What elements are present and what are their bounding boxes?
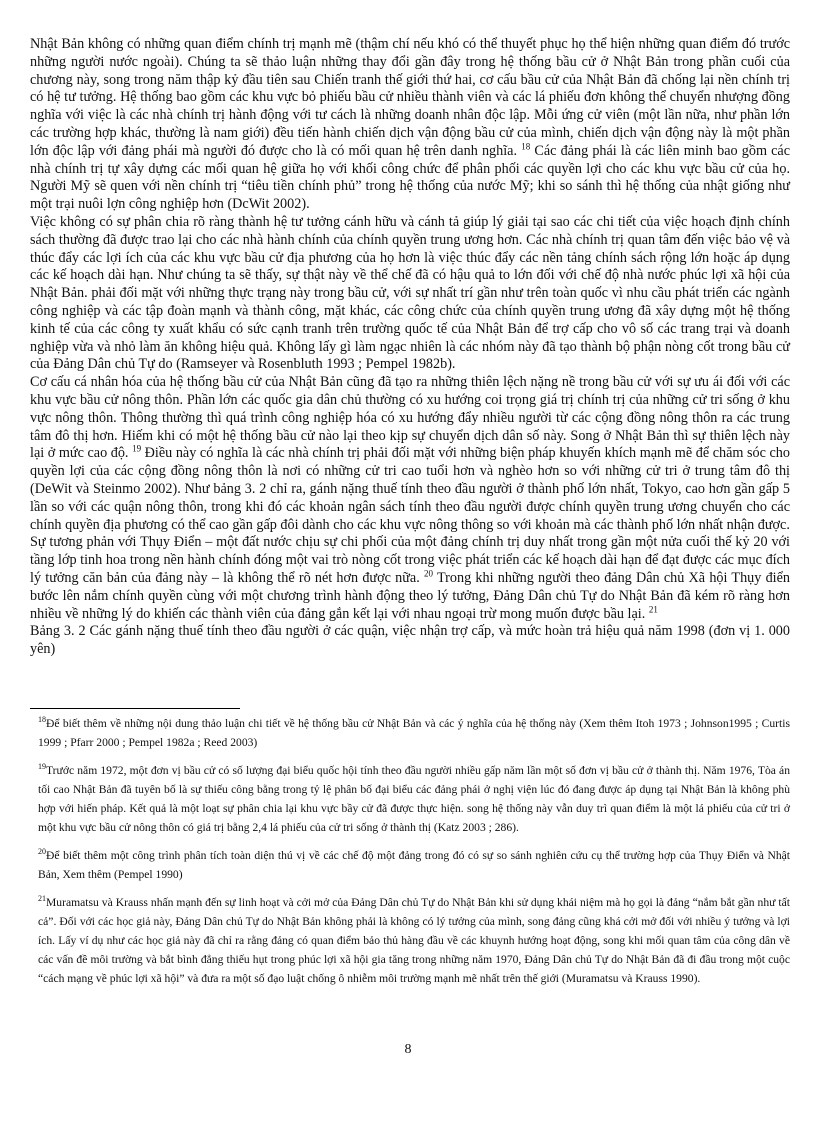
table-caption: Bảng 3. 2 Các gánh nặng thuế tính theo đầu người ở các quận, việc nhận trợ cấp, và mức hoàn trả hiệu quả năm 1998 (đơn vị 1. 000 yên) (30, 623, 790, 658)
footnote-number: 19 (38, 762, 46, 772)
footnote-number: 21 (38, 894, 46, 904)
paragraph-3 (30, 374, 790, 534)
paragraph-2: Việc không có sự phân chia rõ ràng thành hệ tư tưởng cánh hữu và cánh tả giúp lý giải tại sao các chi tiết của việc hoạch định chính sách thường đã được trao lại cho các nhà hành chính của chính quyền trung ương hơn. Các nhà chính trị quan tâm đến việc bảo vệ và thúc đẩy các lợi ích của các khu vực bầu cử địa phương của họ hơn là việc thúc đẩy các nền tảng chính sách rộng lớn hoặc áp dụng các kế hoạch dài hạn. Như chúng ta sẽ thấy, sự thật này về thể chế đã có hậu quả to lớn đối với chế độ nhà nước phúc lợi xã hội của Nhật Bản. phải đối mặt với những thực trạng này trong bầu cử, với sự nhất trí gần như trên toàn quốc vì nhu cầu phát triển các ngành công nghiệp và các tập đoàn mạnh và thành công, mặt khác, các công chức của chính quyền trung ương đã xây dựng một hệ thống kinh tế của các công ty xuất khẩu có sức cạnh tranh trên trường quốc tế của Nhật Bản để trợ cấp cho vô số các trang trại và doanh nghiệp vừa và nhỏ làm ăn không hiệu quả. Không lấy gì làm ngạc nhiên là các nhóm này đã tạo thành bộ phận nòng cốt trong bầu cử của Đảng Dân chủ Tự do (Ramseyer và Rosenbluth 1993 ; Pempel 1982b). (30, 213, 790, 373)
footnote-ref-20[interactable]: 20 (424, 568, 434, 579)
body-text (30, 36, 790, 659)
footnote-text: Để biết thêm một công trình phân tích toàn diện thú vị về các chế độ một đảng trong đó có sự so sánh nghiên cứu cụ thể trường hợp của Thụy Điển và Nhật Bản, Xem thêm (Pempel 1990) (38, 849, 790, 881)
paragraph-text: Cơ cấu cá nhân hóa của hệ thống bầu cử của Nhật Bản cũng đã tạo ra những thiên lệch nặng nề trong bầu cử với sự ưu ái đối với các khu vực bầu cử nông thôn. Phần lớn các quốc gia dân chủ thường có xu hướng coi trọng giá trị chính trị của những cử tri sống ở khu vực nông thôn. Thông thường thì quá trình công nghiệp hóa có xu hướng đẩy nhiều người từ các cộng đồng nông thôn ra các trung tâm đô thị hơn. Hiếm khi có một hệ thống bầu cử nào lại theo kịp sự chuyển dịch dân số này. Song ở Nhật Bản thì sự thiên lệch này lại ở mức cao độ. (30, 374, 790, 462)
footnote-number: 18 (38, 715, 46, 725)
footnote-text: Trước năm 1972, một đơn vị bầu cử có số lượng đại biểu quốc hội tính theo đầu người nhiều gấp năm lần một số đơn vị bầu cử ở thành thị. Năm 1976, Tòa án tối cao Nhật Bản đã tuyên bố là sự thiếu công bằng trong tỷ lệ phân bố đại biểu các đảng phái ở nghị viện lúc đó đang được áp dụng tại Nhật Bản là không phù hợp với hiến pháp. Kết quả là một loạt sự phân chia lại khu vực bầy cử đã được thực hiện. song hệ thống này vẫn duy trì quan điểm là một lá phiếu của cử tri ở một khu vực bầu cử nông thôn có giá trị bằng 2,4 lá phiếu của cử tri sống ở thành thị (Katz 2003 ; 286). (38, 764, 790, 834)
footnote (38, 846, 790, 884)
footnote-ref-19[interactable]: 19 (132, 443, 142, 454)
footnote-text: Muramatsu và Krauss nhấn mạnh đến sự linh hoạt và cởi mở của Đảng Dân chủ Tự do Nhật Bản khi sử dụng khái niệm mà họ gọi là đảng “nắm bắt gần như tất cả”. Đối với các học giả này, Đảng Dân chủ Tự do Nhật Bản không phải là không có lý tưởng của mình, song đảng cũng khá cởi mở đối với nhiều ý tưởng và lợi ích. Lấy ví dụ như các học giả này đã chỉ ra rằng đảng có quan điểm bảo thủ hàng đầu về các khuynh hướng hoạt động, song khi mối quan tâm của công dân về các vấn đề môi trường và bắt bình đẳng thiếu hụt trong phúc lợi xã hội gia tăng trong những năm 1970, Đảng Dân chủ Tự do Nhật Bản đã đi đầu trong một cuộc “cách mạng về phúc lợi xã hội” và đưa ra một số đạo luật chống ô nhiễm môi trường mạnh mẽ nhất trên thế giới (Muramatsu và Krauss 1990). (38, 896, 790, 985)
footnote-ref-18[interactable]: 18 (521, 141, 531, 152)
paragraph-text: Các đảng phái là các liên minh bao gồm các nhà chính trị tự xây dựng các mối quan hệ giữa họ với khối công chức để phân phối các quyền lợi cho các khu vực bầu cử của họ. Người Mỹ sẽ quen với nền chính trị “tiêu tiền chính phủ” trong hệ thống của nước Mỹ; khi so sánh thì hệ thống của nhật giống như một trại nuôi lợn công nghiệp hơn (DcWit 2002). (30, 142, 791, 213)
paragraph-text: Nhật Bản không có những quan điểm chính trị mạnh mẽ (thậm chí nếu khó có thể thuyết phục họ thể hiện những quan điểm đó trước những người nước ngoài). Chúng ta sẽ thảo luận những thay đổi gần đây trong hệ thống bầu cử ở Nhật Bản trong phần cuối của chương này, song trong năm thập kỷ đầu tiên sau Chiến tranh thế giới thứ hai, cơ cấu bầu cử của Nhật Bản đã chống lại nền chính trị có hệ tư tưởng. Hệ thống bao gồm các khu vực bỏ phiếu bầu cử nhiều thành viên và các lá phiếu đơn không thể chuyển nhượng đồng nghĩa với việc là các nhà chính trị hành động với tư cách là những doanh nhân độc lập. Mỗi ứng cử viên (một lần nữa, như phần lớn các trường hợp khác, thường là nam giới) đều tiến hành chiến dịch vận động bầu cử của mình, chiến dịch vận động này là một phần lớn độc lập với đảng phái mà người đó được cho là có mối quan hệ trên danh nghĩa. (30, 36, 790, 159)
paragraph-text: Điều này có nghĩa là các nhà chính trị phải đối mặt với những biện pháp khuyến khích mạnh mẽ để chăm sóc cho quyền lợi của các cộng đồng nông thôn là nơi có những cử tri cao tuổi hơn và nghèo hơn so với những cử tri ở trung tâm đô thị (DeWit và Steinmo 2002). Như bảng 3. 2 chỉ ra, gánh nặng thuế tính theo đầu người ở thành phố lớn nhất, Tokyo, cao hơn gần gấp 5 lần so với các quận nông thôn, trong khi đó các khoản ngân sách tính theo đầu người được chính quyền trung ương chuyển cho các chính quyền địa phương có thể cao gần gấp đôi dành cho các khu vực nông thông so với khoản mà các thành phố lớn nhất nhận được. (30, 445, 790, 533)
paragraph-1 (30, 36, 790, 214)
footnote-number: 20 (38, 847, 46, 857)
page-number: 8 (404, 1042, 412, 1057)
footnotes (38, 714, 790, 997)
footnote-text: Để biết thêm về những nội dung thảo luận chi tiết về hệ thống bầu cử Nhật Bản và các ý nghĩa của hệ thống này (Xem thêm Itoh 1973 ; Johnson1995 ; Curtis 1999 ; Pfarr 2000 ; Pempel 1982a ; Reed 2003) (38, 717, 790, 749)
footnote-divider (30, 708, 240, 709)
paragraph-text: Trong khi những người theo đảng Dân chủ Xã hội Thụy điển bước lên nắm chính quyền cùng với một chương trình hành động theo lý tưởng, Đảng Dân chủ Tự do Nhật Bản đã kém rõ ràng hơn nhiều về những lý do khiến các thành viên của đảng gắn kết lại với nhau ngoại trừ mong muốn được bầu lại. (30, 569, 791, 622)
footnote-ref-21[interactable]: 21 (648, 603, 658, 614)
paragraph-4 (30, 534, 790, 623)
footnote (38, 714, 790, 752)
paragraph-text: Sự tương phản với Thụy Điển – một đất nước chịu sự chi phối của một đảng chính trị duy nhất trong gần một nửa cuối thế kỷ 20 với tầng lớp tinh hoa trong nền hành chính đóng một vai trò nòng cốt trong việc phát triển các kế hoạch dài hạn để đạt được các mục đích lý tưởng căn bản của đảng này – là không thể rõ nét hơn được nữa. (30, 534, 790, 586)
footnote (38, 893, 790, 988)
footnote (38, 761, 790, 837)
